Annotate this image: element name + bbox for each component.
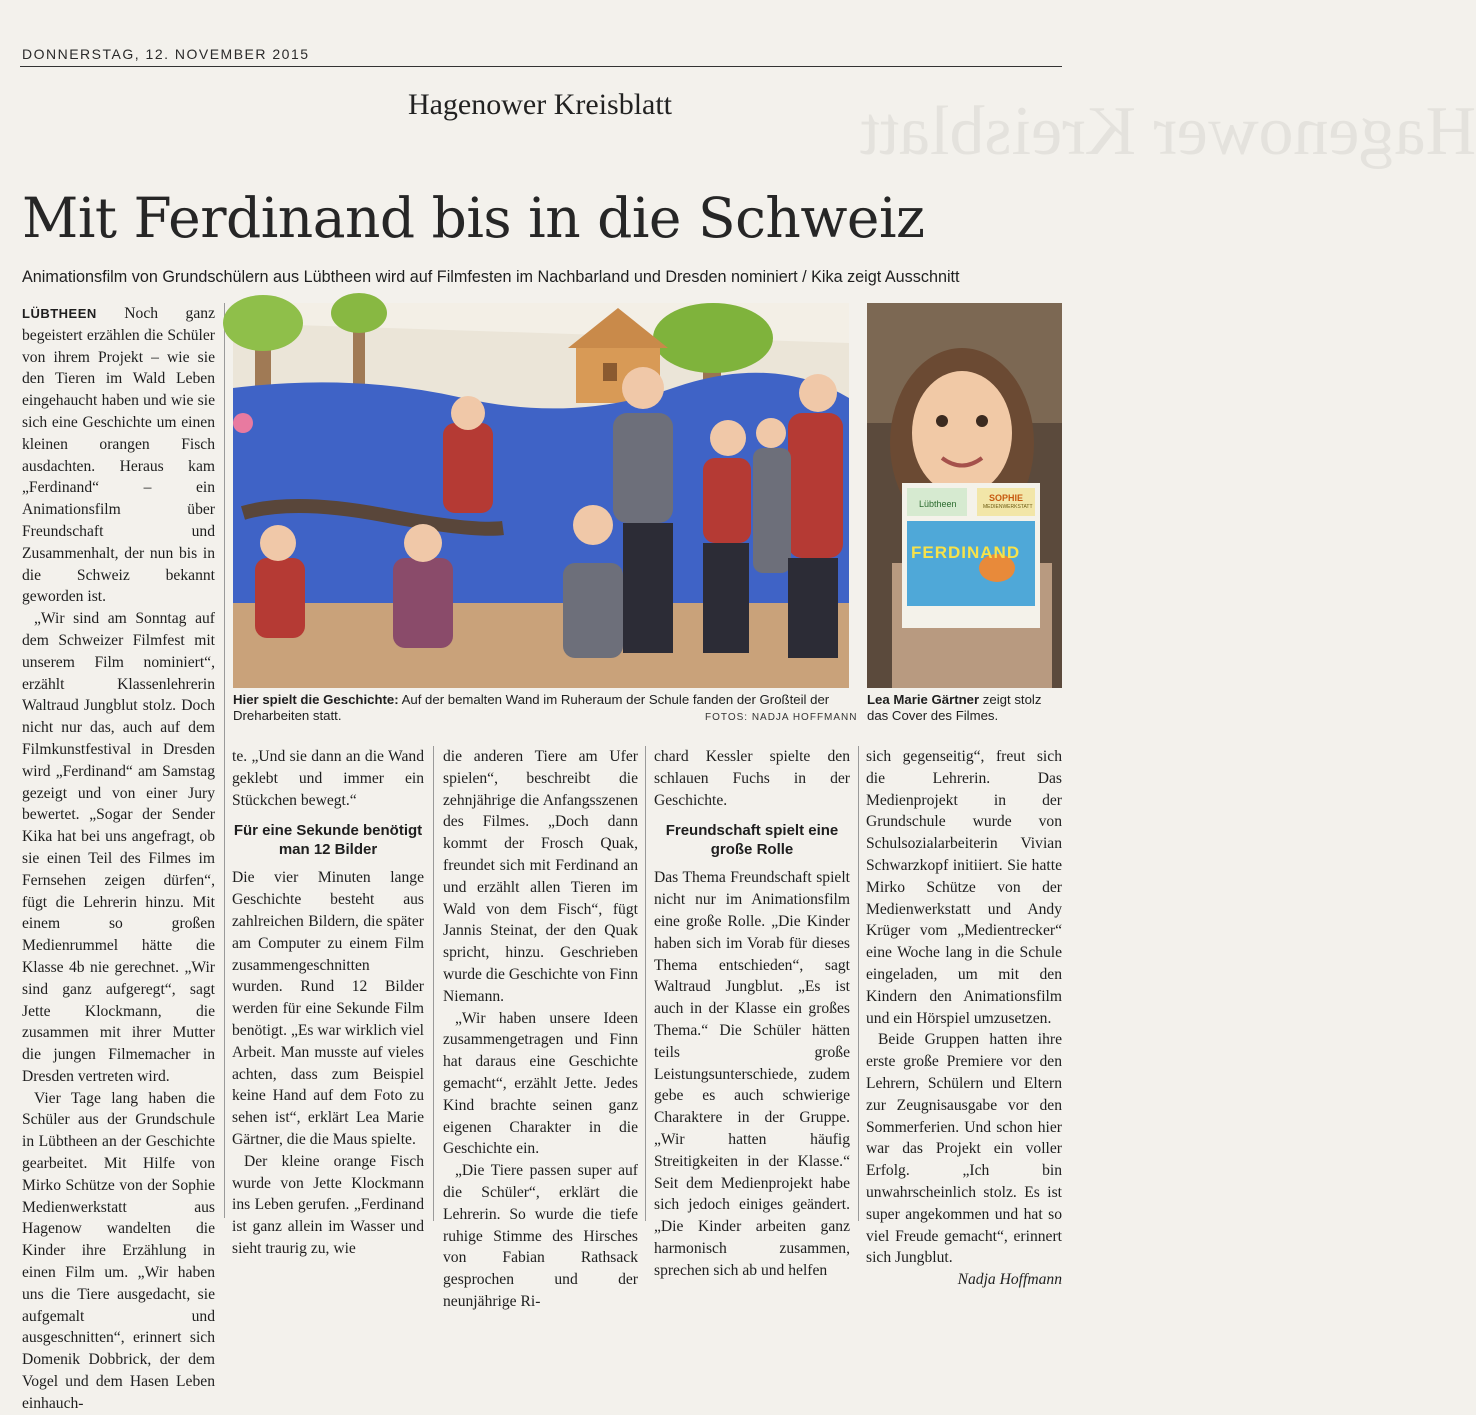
main-caption-text: Auf der bemalten Wand im Ruheraum der Schule fanden der Großteil der Dreharbeiten statt. <box>233 692 830 723</box>
photo-credit: FOTOS: NADJA HOFFMANN <box>705 712 858 723</box>
column-4 <box>654 746 850 1279</box>
paragraph: „Wir sind am Sonntag auf dem Schweizer Filmfest mit unserem Film nominiert“, erzählt Klassenlehrerin Waltraud Jungblut stolz. Doch nicht nur das, auch auf dem Filmkunstfestival in Dresden wird „Ferdinand“ am Samstag gezeigt und von einer Jury bewertet. „Sogar der Sender Kika hat bei uns angefragt, ob sie einen Teil des Filmes im Fernsehen zeigen dürfen“, fügt die Lehrerin hinzu. Mit einem so großen Medienrummel hätte die Klasse 4b nie gerechnet. „Wir sind ganz aufgeregt“, sagt Jette Klockmann, die zusammen mit ihrer Mutter die jungen Filmemacher in Dresden vertreten wird. <box>22 610 215 1085</box>
paragraph: Die vier Minuten lange Geschichte besteht aus zahlreichen Bildern, die später am Computer zu einem Film zusammengeschnitten wurden. Rund 12 Bilder werden für eine Sekunde Film benötigt. „Es war wirklich viel Arbeit. Man musste auf vieles achten, dass zum Beispiel keine Hand auf dem Foto zu sehen ist“, erklärt Lea Marie Gärtner, die die Maus spielte. <box>232 869 424 1148</box>
paragraph: Das Thema Freundschaft spielt nicht nur im Animationsfilm eine große Rolle. „Die Kinder haben sich im Vorab für dieses Thema entschieden“, sagt Waltraud Jungblut. „Es ist auch in der Klasse ein großes Thema.“ Die Schüler hätten teils große Leistungsunterschiede, zudem gebe es auch schwierige Charaktere in der Gruppe. „Wir hatten häufig Streitigkeiten in der Klasse.“ Seit dem Medienprojekt habe sich jedoch einiges geändert. „Die Kinder arbeiten ganz harmonisch zusammen, sprechen sich ab und helfen <box>654 869 850 1279</box>
cover-brand-right: SOPHIE <box>989 493 1024 503</box>
column-rule <box>224 303 225 1218</box>
column-rule <box>645 746 646 1221</box>
side-photo <box>867 303 1062 688</box>
paragraph: Vier Tage lang haben die Schüler aus der Grundschule in Lübtheen an der Geschichte gearbeitet. Mit Hilfe von Mirko Schütze von der Sophie Medienwerkstatt aus Hagenow wandelten die Kinder ihre Erzählung in einen Film um. „Wir haben uns die Tiere ausgedacht, sie aufgemalt und ausgeschnitten“, erinnert sich Domenik Dobbrick, der dem Vogel und dem Hasen Leben einhauch- <box>22 1089 215 1412</box>
column-rule <box>433 746 434 1221</box>
side-caption <box>867 692 1062 724</box>
paragraph: die anderen Tiere am Ufer spielen“, beschreibt die zehnjährige die Anfangsszenen des Filmes. „Doch dann kommt der Frosch Quak, freundet sich mit Ferdinand an und erzählt allen Tieren im Wald von dem Fisch“, fügt Jannis Steinat, der den Quak spricht, hinzu. Geschrieben wurde die Geschichte von Finn Niemann. <box>443 748 638 1005</box>
side-caption-lead: Lea Marie Gärtner <box>867 692 980 707</box>
main-photo <box>233 303 849 688</box>
headline: Mit Ferdinand bis in die Schweiz <box>22 186 925 250</box>
paragraph: te. „Und sie dann an die Wand geklebt und immer ein Stückchen bewegt.“ <box>232 748 424 809</box>
column-3 <box>443 746 638 1310</box>
paragraph: Beide Gruppen hatten ihre erste große Premiere vor den Lehrern, Schülern und Eltern zur Zeugnisausgabe vor den Sommerferien. Und schon hier war das Projekt ein voller Erfolg. „Ich bin unwahrscheinlich stolz. Es ist super angekommen und hat so viel Freude gemacht“, erinnert sich Jungblut. <box>866 1031 1062 1267</box>
side-caption-text: zeigt stolz das Cover des Filmes. <box>867 692 1042 723</box>
subhead: Animationsfilm von Grundschülern aus Lübtheen wird auf Filmfesten im Nachbarland und Dresden nominiert / Kika zeigt Ausschnitt <box>22 268 960 286</box>
header-rule <box>20 66 1062 67</box>
column-1 <box>22 303 215 1412</box>
author: Nadja Hoffmann <box>957 1271 1062 1289</box>
paragraph: sich gegenseitig“, freut sich die Lehrerin. Das Medienprojekt in der Grundschule wurde von Schulsozialarbeiterin Vivian Schwarzkopf initiiert. Sie hatte Mirko Schütze von der Medienwerkstatt und Andy Krüger vom „Medientrecker“ eine Woche lang in die Schule eingeladen, um mit den Kindern den Animationsfilm und ein Hörspiel umzusetzen. <box>866 748 1062 1027</box>
paragraph: Der kleine orange Fisch wurde von Jette Klockmann ins Leben gerufen. „Ferdinand ist ganz allein im Wasser und sieht traurig zu, wie <box>232 1152 424 1257</box>
column-rule <box>858 746 859 1221</box>
subtitle: Für eine Sekunde benötigt man 12 Bilder <box>233 822 423 859</box>
main-caption-lead: Hier spielt die Geschichte: <box>233 692 399 707</box>
column-2 <box>232 746 424 1257</box>
cover-brand-left: Lübtheen <box>919 499 957 509</box>
masthead: Hagenower Kreisblatt <box>407 88 673 121</box>
paragraph: „Wir haben unsere Ideen zusammengetragen und Finn hat daraus eine Geschichte gemacht“, erzählt Jette. Jedes Kind brachte seinen ganz eigenen Charakter in die Geschichte ein. <box>443 1009 638 1158</box>
girl-holding-cover-illustration <box>867 303 1062 688</box>
masthead-bleedthrough: Hagenower Kreisblatt <box>860 93 1476 170</box>
cover-title: FERDINAND <box>911 543 1021 562</box>
place-line: LÜBTHEEN <box>22 306 97 321</box>
paragraph: „Die Tiere passen super auf die Schüler“, erklärt die Lehrerin. So wurde die tiefe ruhige Stimme des Hirsches von Fabian Rathsack gesprochen und der neunjährige Ri- <box>443 1162 638 1310</box>
paragraph-text: Noch ganz begeistert erzählen die Schüler von ihrem Projekt – wie sie den Tieren im Wald Leben eingehaucht haben und wie sie sich eine Geschichte um einen kleinen orangen Fisch ausdachten. Heraus kam „Ferdinand“ – ein Animationsfilm über Freundschaft und Zusammenhalt, der nun bis in die Schweiz bekannt geworden ist. <box>22 305 215 606</box>
dateline: DONNERSTAG, 12. NOVEMBER 2015 <box>22 46 310 62</box>
classroom-mural-illustration <box>233 303 849 688</box>
paragraph: chard Kessler spielte den schlauen Fuchs in der Geschichte. <box>654 748 850 809</box>
column-5 <box>866 746 1062 1289</box>
paragraph <box>22 303 215 608</box>
subtitle: Freundschaft spielt eine große Rolle <box>665 822 839 859</box>
cover-brand-right-sub: MEDIENWERKSTATT <box>983 504 1033 510</box>
